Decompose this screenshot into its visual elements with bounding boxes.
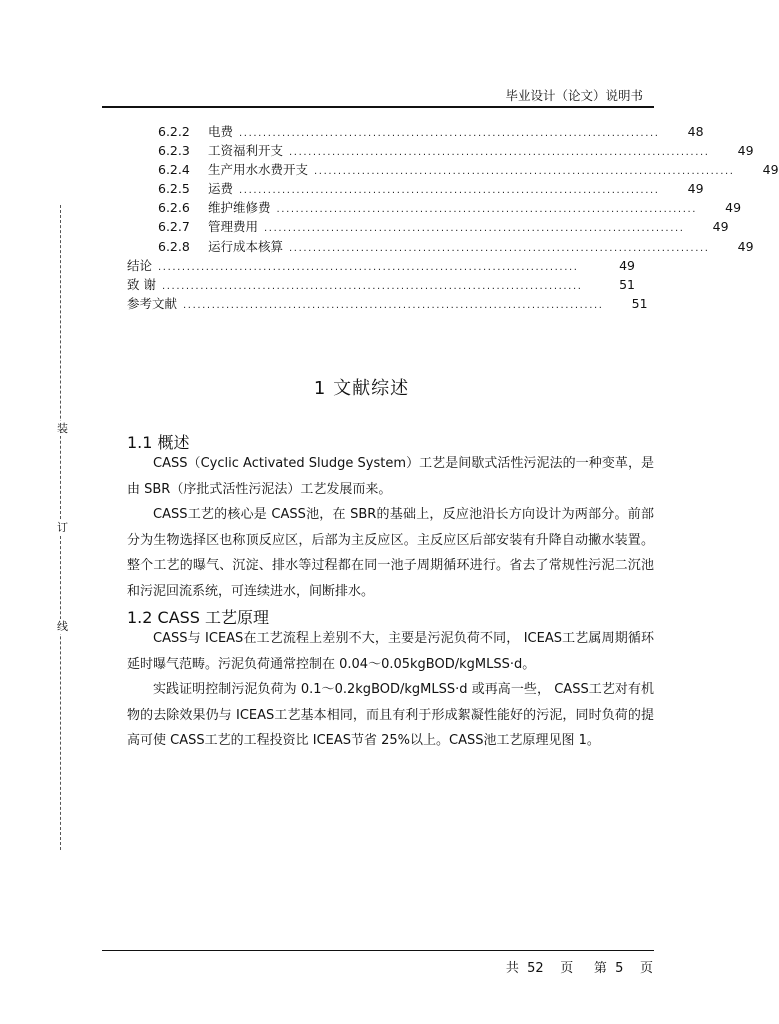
toc-leader: ........................................................................................ [314, 166, 735, 178]
toc-entry[interactable] [127, 256, 635, 275]
header-rule [102, 106, 654, 108]
footer-total-label: 共 [505, 961, 519, 976]
toc-leader: ........................................................................................ [239, 185, 660, 197]
toc-title: 运行成本核算 [208, 238, 284, 254]
toc-leader: ........................................................................................ [158, 261, 579, 273]
toc-page: 49 [725, 200, 742, 216]
toc-entry[interactable] [127, 179, 704, 198]
binding-char-zhuang: 装 [57, 422, 68, 435]
toc-leader: ........................................................................................ [289, 147, 710, 159]
toc-title: 结论 [127, 257, 153, 273]
toc-title: 工资福利开支 [208, 143, 284, 159]
toc-title: 生产用水水费开支 [208, 162, 309, 178]
toc-title: 致 谢 [127, 276, 156, 292]
toc-entry[interactable] [127, 294, 648, 313]
toc-number: 6.2.3 [158, 143, 190, 159]
toc-leader: ........................................................................................ [161, 280, 583, 292]
section-title: 1.1 概述 [127, 433, 190, 452]
toc-title: 参考文献 [127, 295, 178, 311]
toc-number: 6.2.6 [158, 200, 190, 216]
footer-total-pages: 52 [527, 961, 544, 976]
document-header-title: 毕业设计（论文）说明书 [505, 88, 643, 103]
toc-leader: ........................................................................................ [289, 242, 710, 254]
toc-entry[interactable] [127, 198, 742, 217]
toc-entry[interactable] [127, 275, 635, 294]
toc-page: 49 [619, 257, 635, 273]
binding-char-xian: 线 [57, 620, 68, 633]
paragraph: CASS工艺的核心是 CASS池，在 SBR的基础上，反应池沿长方向设计为两部分。前部分为生物选择区也称顶反应区，后部为主反应区。主反应区后部安装有升降自动撇水装置。整个工艺的曝气、沉淀、排水等过程都在同一池子周期循环进行。省去了常规性污泥二沉池和污泥回流系统，可连续进水，间断排水。 [127, 507, 654, 599]
toc-page: 49 [737, 143, 754, 159]
toc-page: 48 [687, 124, 704, 139]
toc-page: 51 [619, 276, 635, 292]
toc-entry[interactable] [127, 237, 754, 256]
toc-leader: ........................................................................................ [264, 223, 685, 235]
paragraph: CASS（Cyclic Activated Sludge System）工艺是间歇式活性污泥法的一种变革，是由 SBR（序批式活性污泥法）工艺发展而来。 [127, 456, 654, 497]
toc-entry[interactable] [127, 141, 754, 160]
toc-title: 运费 [208, 181, 234, 197]
toc-leader: ........................................................................................ [183, 299, 604, 311]
table-of-contents [127, 122, 779, 313]
toc-number: 6.2.4 [158, 162, 190, 178]
toc-leader: ........................................................................................ [239, 128, 660, 139]
footer-total-unit: 页 [560, 961, 574, 976]
chapter-title: 1 文献综述 [313, 378, 410, 399]
toc-entry[interactable] [127, 160, 779, 179]
toc-number: 6.2.2 [158, 124, 190, 139]
paragraph: CASS与 ICEAS在工艺流程上差别不大，主要是污泥负荷不同， ICEAS工艺属周期循环延时曝气范畴。污泥负荷通常控制在 0.04～0.05kgBOD/kgMLSS·d。 [127, 631, 654, 672]
toc-page: 49 [737, 238, 754, 254]
paragraph: 实践证明控制污泥负荷为 0.1～0.2kgBOD/kgMLSS·d 或再高一些， CASS工艺对有机物的去除效果仍与 ICEAS工艺基本相同，而且有利于形成絮凝性能好的污泥，同时负荷的提高可使 CASS工艺的工程投资比 ICEAS节省 25%以上。CASS池工艺原理见图 1。 [127, 682, 654, 748]
toc-page: 49 [762, 162, 779, 178]
toc-number: 6.2.7 [158, 219, 190, 235]
toc-entry[interactable] [127, 217, 729, 236]
toc-page: 51 [631, 295, 648, 311]
section-title: 1.2 CASS 工艺原理 [127, 608, 270, 627]
footer-current-page: 5 [615, 961, 624, 976]
footer-current-unit: 页 [639, 961, 653, 976]
footer-rule [102, 950, 654, 951]
toc-leader: ........................................................................................ [276, 204, 698, 216]
page-footer [506, 957, 653, 976]
toc-number: 6.2.8 [158, 238, 190, 254]
toc-entry[interactable] [127, 122, 704, 141]
footer-current-label: 第 [593, 961, 607, 976]
toc-page: 49 [712, 219, 729, 235]
toc-title: 电费 [208, 124, 234, 139]
binding-char-ding: 订 [57, 521, 68, 534]
toc-title: 维护维修费 [208, 200, 271, 216]
toc-number: 6.2.5 [158, 181, 190, 197]
toc-page: 49 [687, 181, 704, 197]
toc-title: 管理费用 [208, 219, 259, 235]
